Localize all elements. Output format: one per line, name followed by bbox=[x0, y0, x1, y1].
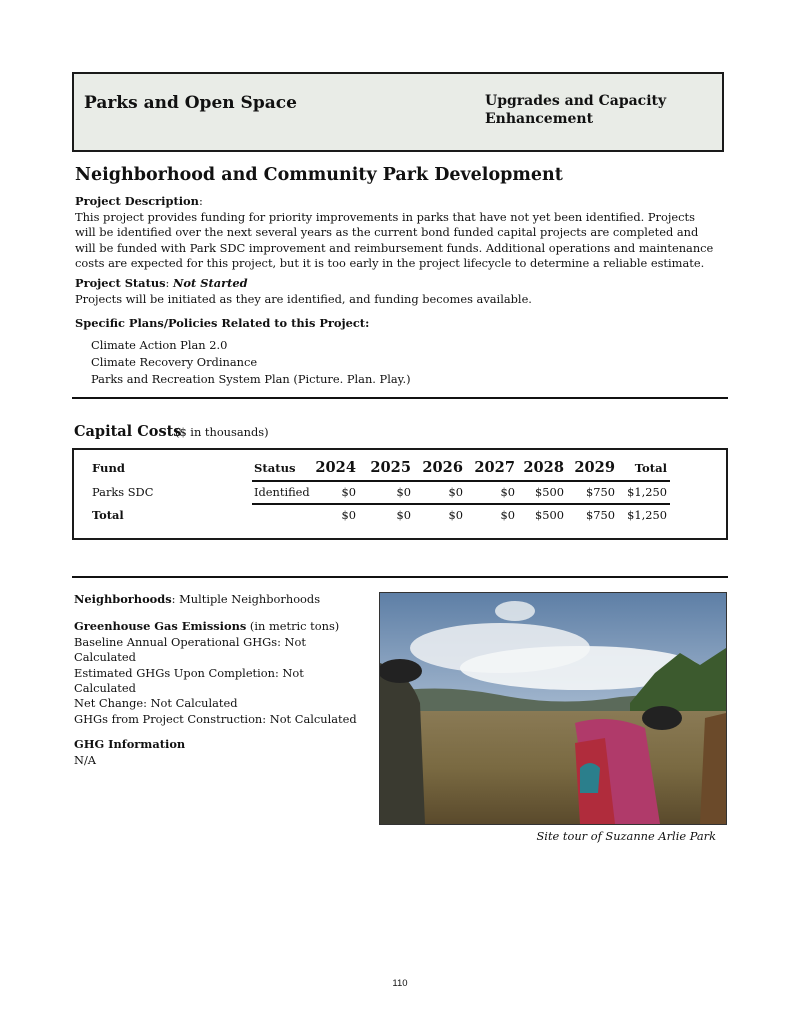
section-divider bbox=[72, 576, 728, 578]
total-2029: $750 bbox=[586, 508, 615, 522]
project-description: Project Description: This project provides funding for priority improvements in parks that have not yet been identified. Projects will be identified over the next several years as the current bond funded capital projects are completed and will be funded with Park SDC improvement and reimbursement funds. Additional operations and maintenance costs are expected for this project, but it is too early in the project lifecycle to determine a reliable estimate. bbox=[75, 194, 714, 271]
section-divider bbox=[72, 397, 728, 399]
neighborhoods-label: Neighborhoods bbox=[74, 592, 172, 606]
col-header-2026: 2026 bbox=[422, 459, 463, 476]
page-number: 110 bbox=[392, 978, 408, 989]
neighborhoods: Neighborhoods: Multiple Neighborhoods bbox=[74, 592, 321, 606]
row-2029: $750 bbox=[586, 485, 615, 499]
description-text: This project provides funding for priority improvements in parks that have not yet been identified. Projects will be identified over the next several years as the current bond funded capital projects are completed and will be funded with Park SDC improvement and reimbursement funds. Additional operations and maintenance costs are expected for this project, but it is too early in the project lifecycle to determine a reliable estimate. bbox=[75, 209, 714, 271]
category-title: Parks and Open Space bbox=[84, 93, 297, 113]
ghg-line: Estimated GHGs Upon Completion: Not Calculated bbox=[74, 665, 304, 696]
total-label: Total bbox=[92, 508, 124, 522]
plan-item: Climate Recovery Ordinance bbox=[91, 355, 258, 369]
row-2028: $500 bbox=[535, 485, 564, 499]
capital-costs-title: Capital Costs bbox=[74, 423, 182, 440]
row-status: Identified bbox=[254, 485, 310, 499]
status-value: Not Started bbox=[173, 276, 248, 290]
row-2027: $0 bbox=[500, 485, 515, 499]
description-label: Project Description bbox=[75, 194, 199, 208]
subcategory-title: Upgrades and Capacity Enhancement bbox=[485, 93, 667, 127]
table-header-rule bbox=[252, 480, 670, 482]
project-status: Project Status: Not Started Projects will be initiated as they are identified, and funding becomes available. bbox=[75, 276, 532, 306]
site-tour-photo bbox=[379, 592, 727, 825]
capital-costs-table bbox=[72, 448, 728, 540]
col-header-2025: 2025 bbox=[370, 459, 411, 476]
total-2025: $0 bbox=[396, 508, 411, 522]
total-2028: $500 bbox=[535, 508, 564, 522]
row-2026: $0 bbox=[448, 485, 463, 499]
ghg-line: GHGs from Project Construction: Not Calculated bbox=[74, 711, 357, 726]
col-header-fund: Fund bbox=[92, 461, 125, 475]
total-2026: $0 bbox=[448, 508, 463, 522]
project-title: Neighborhood and Community Park Development bbox=[75, 165, 563, 185]
ghg-line: Baseline Annual Operational GHGs: Not Calculated bbox=[74, 634, 306, 665]
photo-caption: Site tour of Suzanne Arlie Park bbox=[536, 829, 716, 843]
total-total: $1,250 bbox=[627, 508, 667, 522]
section-header-box bbox=[72, 72, 724, 152]
ghg-units: (in metric tons) bbox=[249, 619, 340, 634]
col-header-2027: 2027 bbox=[474, 459, 515, 476]
project-details bbox=[74, 592, 364, 768]
ghg-heading bbox=[74, 619, 364, 634]
col-header-total: Total bbox=[634, 461, 667, 475]
ghg-line: Net Change: Not Calculated bbox=[74, 696, 238, 711]
row-total: $1,250 bbox=[627, 485, 667, 499]
plan-item: Parks and Recreation System Plan (Picture. Plan. Play.) bbox=[91, 372, 411, 386]
row-2024: $0 bbox=[341, 485, 356, 499]
neighborhoods-value: Multiple Neighborhoods bbox=[179, 592, 321, 606]
row-fund: Parks SDC bbox=[92, 485, 154, 499]
ghg-info-value: N/A bbox=[74, 752, 97, 767]
col-header-2024: 2024 bbox=[315, 459, 356, 476]
status-label: Project Status bbox=[75, 276, 166, 290]
plans-list bbox=[91, 337, 411, 388]
plan-item: Climate Action Plan 2.0 bbox=[91, 338, 228, 352]
col-header-2028: 2028 bbox=[523, 459, 564, 476]
ghg-info-label: GHG Information bbox=[74, 737, 186, 752]
ghg-label: Greenhouse Gas Emissions bbox=[74, 619, 247, 634]
status-note: Projects will be initiated as they are identified, and funding becomes available. bbox=[75, 291, 532, 306]
total-2027: $0 bbox=[500, 508, 515, 522]
row-2025: $0 bbox=[396, 485, 411, 499]
plans-heading: Specific Plans/Policies Related to this Project: bbox=[75, 316, 370, 330]
capital-costs-units: ($ in thousands) bbox=[175, 425, 269, 439]
table-total-rule bbox=[252, 503, 670, 505]
col-header-status: Status bbox=[254, 461, 296, 475]
col-header-2029: 2029 bbox=[574, 459, 615, 476]
total-2024: $0 bbox=[341, 508, 356, 522]
